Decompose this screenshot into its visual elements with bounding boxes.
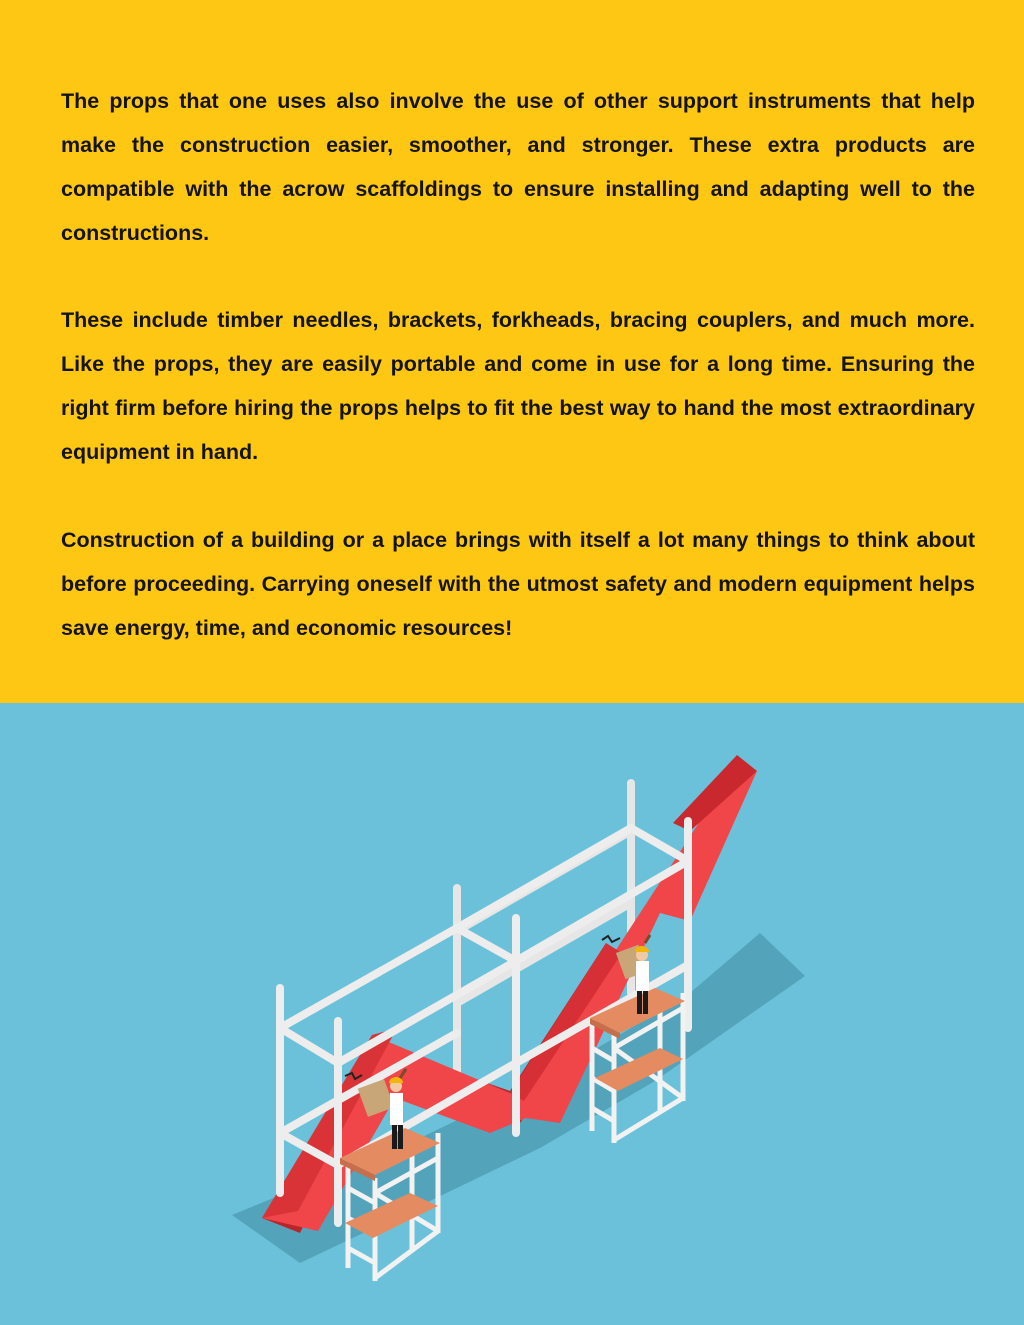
- paragraph-construction-safety: Construction of a building or a place brings with itself a lot many things to think about before proceeding. Carrying oneself with the utmost safety and modern equipment helps save energy, time, and economic resources!: [61, 528, 975, 640]
- paragraph-props-support: The props that one uses also involve the use of other support instruments that help make the construction easier, smoother, and stronger. These extra products are compatible with the acrow scaffoldings to ensure installing and adapting well to the constructions.: [61, 89, 975, 245]
- paragraph-accessories: These include timber needles, brackets, forkheads, bracing couplers, and much more. Like the props, they are easily portable and come in use for a long time. Ensuring the right firm before hiring the props helps to fit the best way to hand the most extraordinary equipment in hand.: [61, 308, 975, 464]
- scaffolding-growth-arrow-illustration: [0, 703, 1024, 1325]
- illustration-section: [0, 703, 1024, 1325]
